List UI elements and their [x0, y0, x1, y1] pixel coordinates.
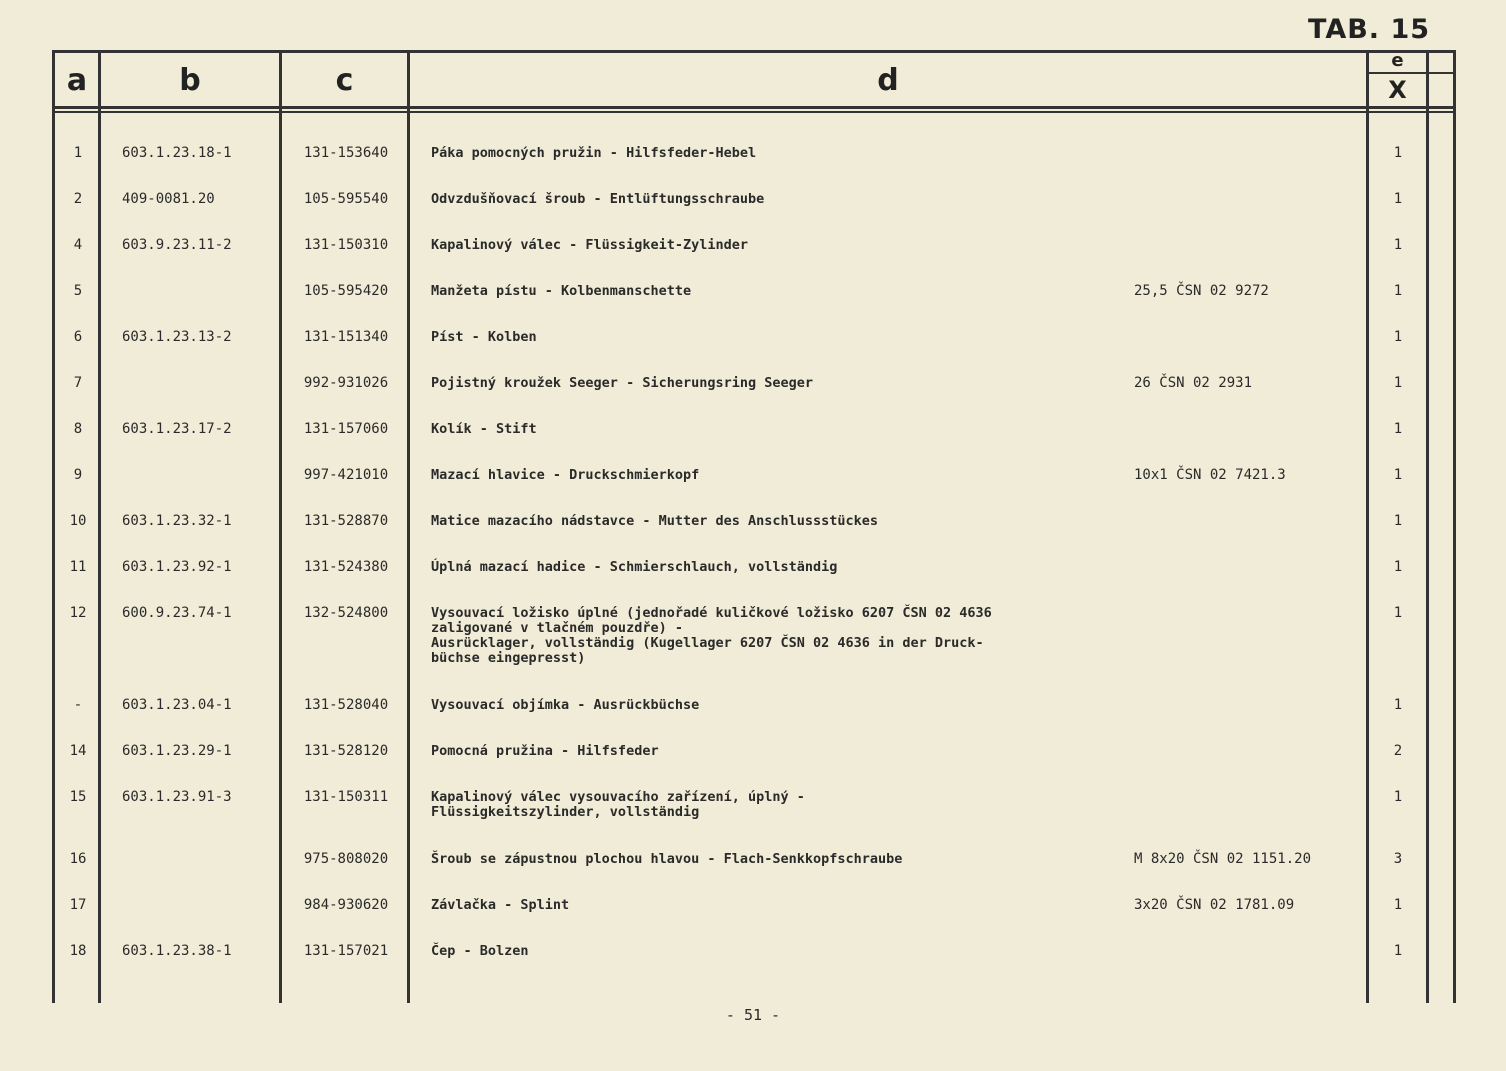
- part-number: 975-808020: [303, 851, 389, 867]
- quantity: 1: [1393, 283, 1403, 299]
- quantity: 1: [1393, 191, 1403, 207]
- drawing-number: 603.1.23.29-1: [122, 743, 232, 759]
- column-divider: [1426, 50, 1429, 1003]
- part-description: Šroub se zápustnou plochou hlavou - Flach-Senkkopfschraube: [431, 851, 903, 867]
- part-number: 131-528870: [303, 513, 389, 529]
- quantity: 1: [1393, 513, 1403, 529]
- item-position: 11: [69, 559, 87, 575]
- drawing-number: 603.1.23.04-1: [122, 697, 232, 713]
- part-description: Mazací hlavice - Druckschmierkopf: [431, 467, 700, 483]
- column-header-e: e: [1391, 50, 1404, 71]
- drawing-number: 603.1.23.18-1: [122, 145, 232, 161]
- column-header-b: b: [179, 63, 201, 98]
- part-number: 131-151340: [303, 329, 389, 345]
- part-description: Manžeta pístu - Kolbenmanschette: [431, 283, 692, 299]
- part-description: Závlačka - Splint: [431, 897, 570, 913]
- standard-reference: 3x20 ČSN 02 1781.09: [1134, 897, 1295, 913]
- item-position: 14: [69, 743, 87, 759]
- part-number: 131-153640: [303, 145, 389, 161]
- item-position: 16: [69, 851, 87, 867]
- quantity: 3: [1393, 851, 1403, 867]
- item-position: 8: [73, 421, 83, 437]
- drawing-number: 409-0081.20: [122, 191, 215, 207]
- part-description: Odvzdušňovací šroub - Entlüftungsschraube: [431, 191, 765, 207]
- quantity: 1: [1393, 943, 1403, 959]
- quantity: 1: [1393, 329, 1403, 345]
- item-position: 12: [69, 605, 87, 621]
- item-position: 1: [73, 145, 83, 161]
- part-number: 105-595540: [303, 191, 389, 207]
- column-divider: [279, 50, 282, 1003]
- standard-reference: M 8x20 ČSN 02 1151.20: [1134, 851, 1312, 867]
- drawing-number: 603.1.23.38-1: [122, 943, 232, 959]
- part-description: Kapalinový válec vysouvacího zařízení, úplný - Flüssigkeitszylinder, vollständig: [431, 789, 805, 820]
- item-position: 18: [69, 943, 87, 959]
- item-position: 10: [69, 513, 87, 529]
- item-position: 17: [69, 897, 87, 913]
- table-number: TAB. 15: [1308, 14, 1431, 45]
- part-number: 132-524800: [303, 605, 389, 621]
- column-divider: [1366, 50, 1369, 1003]
- item-position: 9: [73, 467, 83, 483]
- column-header-a: a: [66, 63, 88, 98]
- part-number: 997-421010: [303, 467, 389, 483]
- item-position: 15: [69, 789, 87, 805]
- quantity: 2: [1393, 743, 1403, 759]
- quantity: 1: [1393, 375, 1403, 391]
- header-rule: [52, 106, 1456, 109]
- part-number: 984-930620: [303, 897, 389, 913]
- item-position: 4: [73, 237, 83, 253]
- part-description: Pojistný kroužek Seeger - Sicherungsring Seeger: [431, 375, 814, 391]
- part-number: 131-157060: [303, 421, 389, 437]
- quantity: 1: [1393, 789, 1403, 805]
- standard-reference: 10x1 ČSN 02 7421.3: [1134, 467, 1286, 483]
- part-number: 131-524380: [303, 559, 389, 575]
- quantity: 1: [1393, 467, 1403, 483]
- part-number: 131-528040: [303, 697, 389, 713]
- part-description: Úplná mazací hadice - Schmierschlauch, vollständig: [431, 559, 838, 575]
- part-number: 131-150311: [303, 789, 389, 805]
- quantity: 1: [1393, 145, 1403, 161]
- page-number: - 51 -: [725, 1006, 781, 1024]
- part-description: Matice mazacího nádstavce - Mutter des Anschlussstückes: [431, 513, 879, 529]
- header-rule-double: [52, 111, 1456, 113]
- quantity: 1: [1393, 559, 1403, 575]
- item-position: 7: [73, 375, 83, 391]
- quantity: 1: [1393, 421, 1403, 437]
- drawing-number: 603.1.23.13-2: [122, 329, 232, 345]
- item-position: 5: [73, 283, 83, 299]
- part-number: 992-931026: [303, 375, 389, 391]
- drawing-number: 603.1.23.32-1: [122, 513, 232, 529]
- part-description: Vysouvací objímka - Ausrückbüchse: [431, 697, 700, 713]
- part-number: 131-150310: [303, 237, 389, 253]
- part-description: Kapalinový válec - Flüssigkeit-Zylinder: [431, 237, 748, 253]
- part-description: Píst - Kolben: [431, 329, 537, 345]
- quantity: 1: [1393, 237, 1403, 253]
- item-position: 6: [73, 329, 83, 345]
- standard-reference: 25,5 ČSN 02 9272: [1134, 283, 1269, 299]
- column-header-d: d: [877, 63, 899, 98]
- part-number: 131-157021: [303, 943, 389, 959]
- part-description: Kolík - Stift: [431, 421, 537, 437]
- quantity: 1: [1393, 697, 1403, 713]
- quantity: 1: [1393, 605, 1403, 621]
- part-description: Páka pomocných pružin - Hilfsfeder-Hebel: [431, 145, 757, 161]
- drawing-number: 600.9.23.74-1: [122, 605, 232, 621]
- drawing-number: 603.9.23.11-2: [122, 237, 232, 253]
- column-header-c: c: [335, 63, 354, 98]
- item-position: -: [73, 697, 83, 713]
- quantity: 1: [1393, 897, 1403, 913]
- drawing-number: 603.1.23.91-3: [122, 789, 232, 805]
- standard-reference: 26 ČSN 02 2931: [1134, 375, 1253, 391]
- part-description: Pomocná pružina - Hilfsfeder: [431, 743, 659, 759]
- part-description: Čep - Bolzen: [431, 943, 529, 959]
- column-header-x: X: [1388, 76, 1407, 104]
- drawing-number: 603.1.23.17-2: [122, 421, 232, 437]
- drawing-number: 603.1.23.92-1: [122, 559, 232, 575]
- part-number: 105-595420: [303, 283, 389, 299]
- part-description: Vysouvací ložisko úplné (jednořadé kuličkové ložisko 6207 ČSN 02 4636 zaligované v tlačném pouzdře) - Ausrücklager, vollständig (Kugellager 6207 ČSN 02 4636 in der Druck- büchse eingepresst): [431, 605, 992, 666]
- item-position: 2: [73, 191, 83, 207]
- part-number: 131-528120: [303, 743, 389, 759]
